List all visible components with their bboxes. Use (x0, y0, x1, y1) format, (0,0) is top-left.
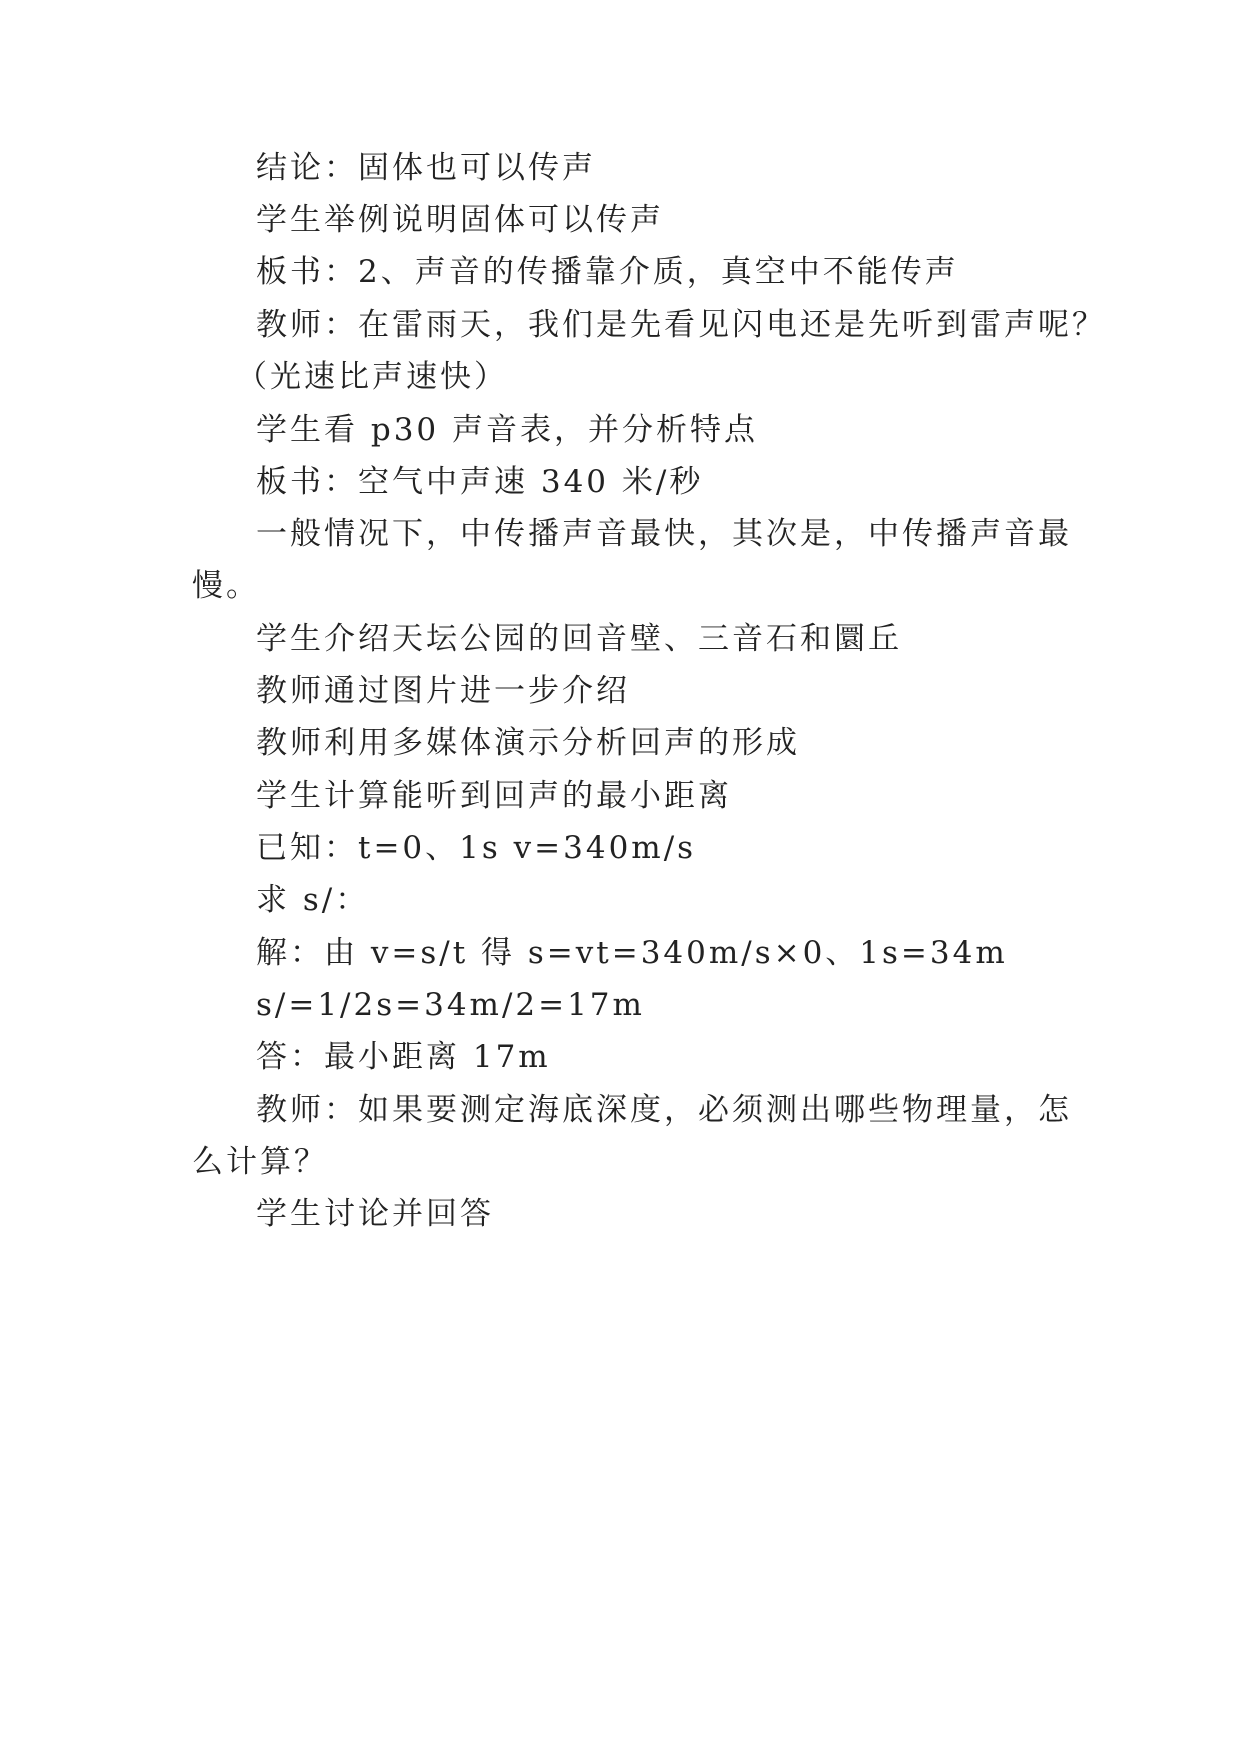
teacher-sea-depth-continued-line: 么计算？ (192, 1144, 328, 1180)
half-distance-line: s/=1/2s=34m/2=17m (256, 987, 645, 1023)
teacher-sea-depth-line: 教师：如果要测定海底深度，必须测出哪些物理量，怎 (256, 1092, 1072, 1128)
answer-line: 答：最小距离 17m (256, 1039, 551, 1075)
teacher-multimedia-line: 教师利用多媒体演示分析回声的形成 (256, 725, 800, 761)
solution-line: 解：由 v=s/t 得 s=vt=340m/s×0、1s=34m (256, 935, 1008, 971)
light-faster-note-line: （光速比声速快） (236, 359, 508, 395)
general-case-continued-line: 慢。 (192, 568, 260, 604)
known-values-line: 已知：t=0、1s v=340m/s (256, 830, 697, 866)
find-line: 求 s/： (256, 882, 370, 918)
temple-of-heaven-line: 学生介绍天坛公园的回音壁、三音石和圜丘 (256, 621, 902, 657)
teacher-pictures-line: 教师通过图片进一步介绍 (256, 673, 630, 709)
board-note-speed-line: 板书：空气中声速 340 米/秒 (256, 464, 704, 500)
student-example-line: 学生举例说明固体可以传声 (256, 202, 664, 238)
general-case-line: 一般情况下，中传播声音最快，其次是，中传播声音最 (256, 516, 1072, 552)
student-discussion-line: 学生讨论并回答 (256, 1196, 494, 1232)
student-table-line: 学生看 p30 声音表，并分析特点 (256, 412, 758, 448)
conclusion-line: 结论：固体也可以传声 (256, 150, 596, 186)
teacher-question-thunder-line: 教师：在雷雨天，我们是先看见闪电还是先听到雷声呢？ (256, 307, 1106, 343)
student-calculation-line: 学生计算能听到回声的最小距离 (256, 778, 732, 814)
board-note-medium-line: 板书：2、声音的传播靠介质，真空中不能传声 (256, 254, 959, 290)
